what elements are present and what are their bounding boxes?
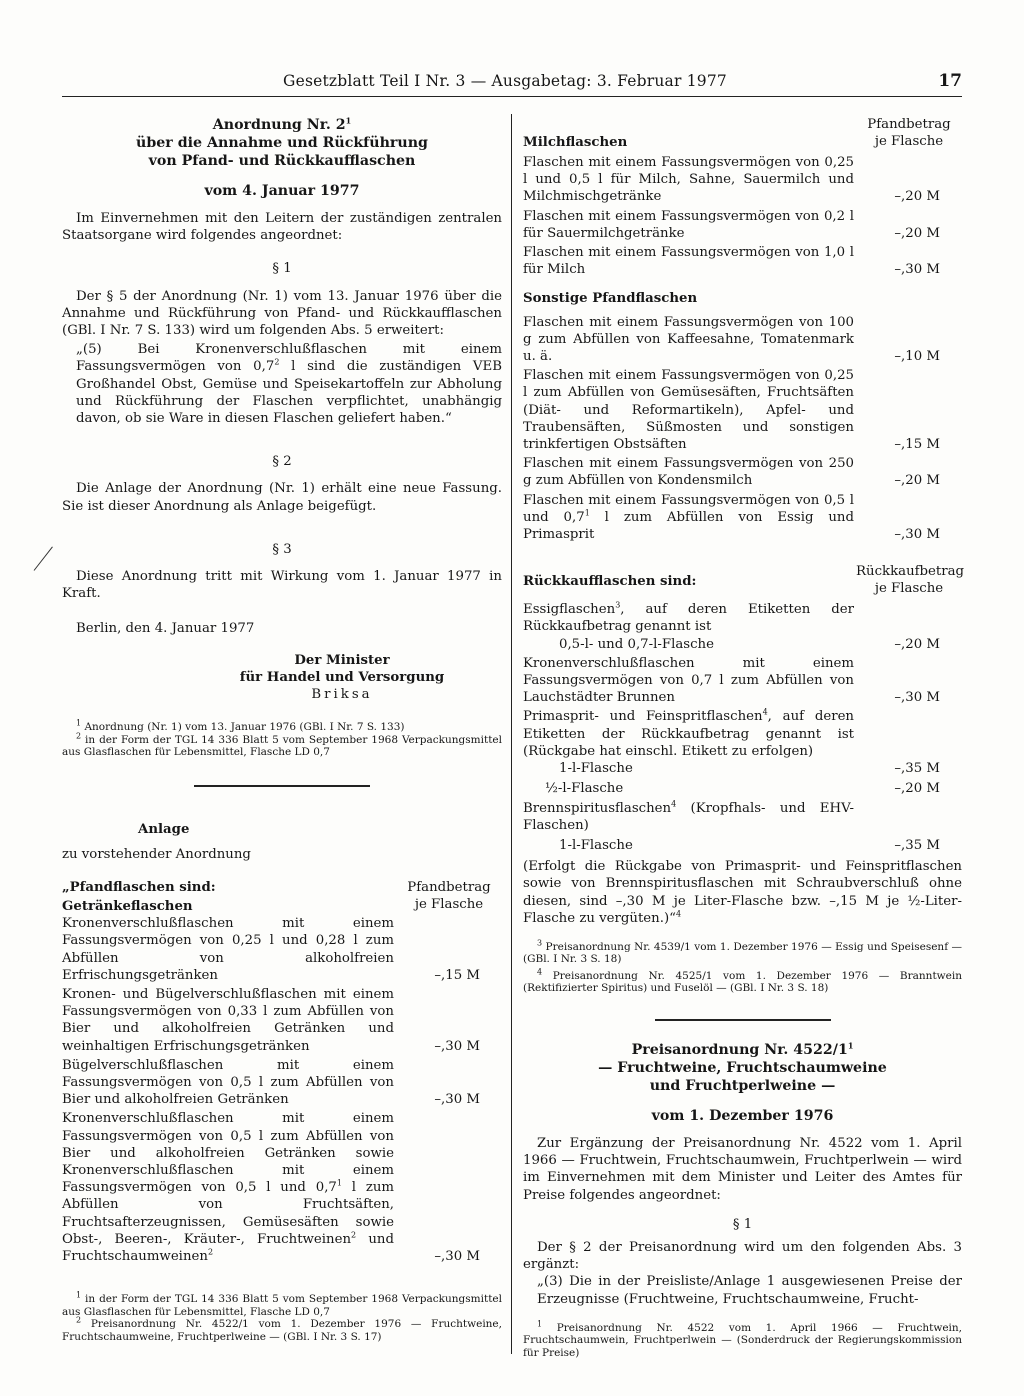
item-subtext: 0,5-l- und 0,7-l-Flasche — [559, 636, 714, 652]
gazette-header-title: Gesetzblatt Teil I Nr. 3 — Ausgabetag: 3. Februar 1977 — [283, 72, 727, 90]
item-price: –,30 M — [894, 690, 940, 706]
item-text-a: Flaschen mit einem Fassungsvermögen von 0,5 l und 0,7 — [523, 492, 854, 525]
table-row — [62, 1110, 502, 1265]
item-text-b: l zum Abfüllen von Essig und Primasprit — [523, 509, 854, 543]
section-1-quote-b: l sind die zuständigen VEB Großhandel Obst, Gemüse und Speisekartoffeln zur Abholung und Rückführung der Flaschen verpflichtet, unabhängig davon, ob sie Ware in diesen Flaschen geliefert haben.“ — [76, 359, 502, 427]
pfand-heading: „Pfandflaschen sind: — [62, 880, 216, 896]
item-text-b: , auf deren Etiketten der Rückkaufbetrag genannt ist (Rückgabe hat einschl. Etikett zu erfolgen) — [523, 709, 854, 759]
item-text: Kronen- und Bügelverschlußflaschen mit einem Fassungsvermögen von 0,33 l zum Abfüllen von Bier und alkoholfreien Getränken und weinhaltigen Erfrischungsgetränken — [62, 986, 394, 1054]
table-row — [62, 1057, 502, 1109]
footnote-num: 1 — [537, 1319, 543, 1329]
section-1-text: Der § 5 der Anordnung (Nr. 1) vom 13. Januar 1976 über die Annahme und Rückführung von Pfand- und Rückkaufflaschen (GBl. I Nr. 7 S. 133) wird um folgenden Abs. 5 erweitert: — [62, 288, 502, 339]
item-text-a: Kronenverschlußflaschen mit einem Fassungsvermögen von 0,5 l zum Abfüllen von Bier und alkoholfreien Getränken sowie Kronenverschlußflaschen mit einem Fassungsvermögen von 0,5 l und 0,7 — [62, 1111, 394, 1196]
price-header — [856, 563, 965, 597]
place-date: Berlin, den 4. Januar 1977 — [76, 621, 255, 637]
item-text-b: (Kropfhals- und EHV-Flaschen) — [523, 800, 854, 833]
table-row — [523, 636, 962, 653]
item-price: –,10 M — [894, 349, 940, 365]
section-2-heading: § 2 — [272, 454, 292, 470]
item-text: Kronenverschlußflaschen mit einem Fassungsvermögen von 0,7 l zum Abfüllen von Lauchstädter Brunnen — [523, 655, 854, 706]
item-subtext: 1-l-Flasche — [559, 837, 633, 853]
footnote-item — [62, 718, 502, 734]
table-row — [523, 455, 962, 489]
section-2-text: Die Anlage der Anordnung (Nr. 1) erhält eine neue Fassung. Sie ist dieser Anordnung als Anlage beigefügt. — [62, 481, 502, 514]
footnote-text: Preisanordnung Nr. 4522/1 vom 1. Dezember 1976 — Fruchtweine, Fruchtschaumweine, Fruchtperlweine — (GBl. I Nr. 3 S. 17) — [62, 1318, 502, 1343]
anordnung-intro: Im Einvernehmen mit den Leitern der zuständigen zentralen Staatsorgane wird folgendes angeordnet: — [62, 211, 502, 244]
item-subtext: ½-l-Flasche — [545, 781, 624, 797]
item-price: –,15 M — [434, 967, 480, 983]
milch-heading: Milchflaschen — [523, 135, 628, 150]
price-header — [856, 116, 962, 150]
footnote-num: 4 — [537, 967, 543, 977]
section-1-quote-a: „(5) Bei Kronenverschlußflaschen mit einem Fassungsvermögen von 0,7 — [76, 342, 502, 375]
price-header-line-1: Rückkaufbetrag — [856, 564, 965, 580]
item-price: –,35 M — [894, 837, 940, 853]
footnote-item — [62, 1290, 502, 1318]
preis-section-1-heading: § 1 — [732, 1216, 753, 1232]
item-price: –,20 M — [894, 473, 940, 489]
item-text: Flaschen mit einem Fassungsvermögen von 100 g zum Abfüllen von Kaffeesahne, Tomatenmark u. ä. — [523, 314, 854, 365]
column-divider — [511, 114, 512, 1354]
milch-table-header — [523, 116, 962, 154]
anlage-title: Anlage — [138, 821, 190, 837]
footnote-text: Anordnung (Nr. 1) vom 13. Januar 1976 (GBl. I Nr. 7 S. 133) — [84, 721, 405, 734]
item-text: Bügelverschlußflaschen mit einem Fassungsvermögen von 0,5 l zum Abfüllen von Bier und alkoholfreien Getränken — [62, 1057, 394, 1108]
item-price: –,20 M — [894, 189, 940, 205]
price-header-line-2: je Flasche — [874, 581, 944, 597]
price-header — [396, 879, 502, 913]
section-1-quote-sup: 2 — [274, 358, 280, 367]
table-row — [62, 986, 502, 1055]
signer-title-1: Der Minister — [294, 652, 390, 668]
rueckkauf-footnotes — [523, 938, 963, 995]
table-row — [523, 601, 962, 635]
preisanordnung-date: vom 1. Dezember 1976 — [651, 1107, 834, 1124]
item-price: –,20 M — [894, 225, 940, 241]
table-row — [523, 800, 962, 834]
item-price: –,30 M — [434, 1092, 480, 1108]
item-price: –,20 M — [894, 636, 940, 652]
preisanordnung-title-sup: 1 — [847, 1040, 854, 1051]
price-header-line-1: Pfandbetrag — [867, 117, 951, 132]
item-sup: 2 — [207, 1247, 214, 1257]
item-text: Flaschen mit einem Fassungsvermögen von 0,25 l und 0,5 l für Milch, Sahne, Sauermilch und Milchmischgetränke — [523, 155, 854, 205]
item-text: Flaschen mit einem Fassungsvermögen von 0,25 l zum Abfüllen von Gemüsesäften, Fruchtsäften (Diät- und Reformartikeln), Apfel- und Traubensäften, Süßmosten und sonstigen trinkfertigen Obstsäften — [523, 368, 854, 453]
getraenke-heading: Getränkeflaschen — [62, 899, 193, 915]
item-sup: 1 — [584, 508, 590, 518]
rueckkauf-table-header — [523, 563, 965, 601]
table-row — [523, 367, 962, 453]
anordnung-title-line-3: von Pfand- und Rückkaufflaschen — [148, 153, 416, 169]
rueckkauf-note-text: (Erfolgt die Rückgabe von Primasprit- und Feinspritflaschen sowie von Brennspiritusflaschen mit Schraubverschluß ohne diesen, sind –,30 M je Liter-Flasche bzw. –,15 M je ½-Liter-Flasche zu vergüten.)“ — [523, 859, 962, 926]
footnote-text: Preisanordnung Nr. 4522 vom 1. April 1966 — Fruchtwein, Fruchtschaumwein, Fruchtperlwein — (Sonderdruck der Regierungskommission für Preise) — [523, 1321, 962, 1359]
item-price: –,30 M — [894, 527, 940, 543]
footnote-num: 2 — [76, 731, 82, 741]
table-row — [523, 780, 962, 797]
anlage-subtitle: zu vorstehender Anordnung — [62, 846, 251, 862]
item-text: Flaschen mit einem Fassungsvermögen von 0,2 l für Sauermilchgetränke — [523, 208, 854, 241]
anordnung-title — [62, 116, 502, 170]
table-row — [523, 708, 962, 760]
table-row — [523, 244, 962, 278]
footnote-text: in der Form der TGL 14 336 Blatt 5 vom September 1968 Verpackungsmittel aus Glasflaschen für Lebensmittel, Flasche LD 0,7 — [62, 1293, 502, 1318]
preisanordnung-title-text: Preisanordnung Nr. 4522/1 — [631, 1041, 848, 1058]
header-rule — [62, 96, 962, 97]
table-row — [523, 837, 962, 854]
preisanordnung-footnote — [523, 1319, 962, 1360]
item-text-c: und Fruchtschaumweinen — [62, 1231, 394, 1265]
item-sup: 3 — [615, 600, 621, 610]
table-row — [523, 492, 962, 544]
footnote-num: 2 — [76, 1315, 82, 1325]
item-text: Kronenverschlußflaschen mit einem Fassungsvermögen von 0,25 l und 0,28 l zum Abfüllen von alkoholfreien Erfrischungsgetränken — [62, 916, 394, 983]
anordnung-title-line-2: über die Annahme und Rückführung — [136, 135, 428, 151]
item-price: –,30 M — [434, 1249, 480, 1265]
anordnung-title-sup: 1 — [345, 115, 352, 126]
preisanordnung-title-1 — [523, 1041, 962, 1059]
preis-section-1-quote: „(3) Die in der Preisliste/Anlage 1 ausgewiesenen Preise der Erzeugnisse (Fruchtweine, Fruchtschaumweine, Frucht- — [537, 1274, 962, 1307]
right-column — [523, 116, 965, 1359]
anordnung-footnotes — [62, 718, 502, 759]
pfand-table-header — [62, 879, 502, 915]
item-sup: 2 — [351, 1230, 357, 1240]
table-row — [523, 154, 962, 206]
sonstige-heading: Sonstige Pfandflaschen — [523, 291, 698, 307]
footnote-num: 3 — [537, 938, 543, 948]
page-header — [0, 72, 1024, 98]
item-text-a: Primasprit- und Feinspritflaschen — [523, 709, 763, 725]
item-price: –,30 M — [434, 1038, 480, 1054]
margin-mark — [34, 547, 53, 571]
price-header-line-2: je Flasche — [874, 134, 944, 150]
item-subtext: 1-l-Flasche — [559, 761, 633, 777]
footnote-text: Preisanordnung Nr. 4539/1 vom 1. Dezember 1976 — Essig und Speisesenf — (GBl. I Nr. 3 S. 18) — [523, 940, 963, 966]
table-row — [523, 314, 962, 366]
item-price: –,20 M — [894, 781, 940, 797]
separator-rule — [655, 1019, 831, 1021]
footnote-num: 1 — [76, 718, 82, 728]
item-price: –,30 M — [894, 262, 940, 278]
anordnung-date: vom 4. Januar 1977 — [204, 183, 360, 199]
preis-section-1-text: Der § 2 der Preisanordnung wird um den folgenden Abs. 3 ergänzt: — [523, 1239, 962, 1273]
item-price: –,35 M — [894, 761, 940, 777]
table-row — [523, 760, 962, 777]
preisanordnung-title-3: und Fruchtperlweine — — [649, 1077, 836, 1094]
price-header-line-2: je Flasche — [414, 897, 484, 913]
item-text: Flaschen mit einem Fassungsvermögen von 1,0 l für Milch — [523, 245, 854, 278]
rueckkauf-heading: Rückkaufflaschen sind: — [523, 574, 697, 590]
footnote-num: 1 — [76, 1290, 82, 1300]
item-text — [523, 800, 854, 834]
anlage-footnotes — [62, 1290, 502, 1343]
item-text — [523, 708, 854, 760]
left-column — [62, 116, 502, 1343]
item-text-a: Brennspiritusflaschen — [523, 800, 672, 816]
item-sup: 4 — [671, 799, 677, 809]
rueckkauf-note — [523, 858, 962, 927]
footnote-text: Preisanordnung Nr. 4525/1 vom 1. Dezember 1976 — Branntwein (Rektifizierter Spiritus) und Fuselöl — (GBl. I Nr. 3 S. 18) — [523, 969, 962, 995]
item-sup: 4 — [762, 708, 768, 718]
table-row — [523, 208, 962, 242]
footnote-item — [523, 967, 962, 995]
item-text — [62, 1110, 394, 1265]
item-text — [523, 601, 854, 635]
table-row — [62, 915, 502, 984]
separator-rule — [194, 785, 370, 787]
preisanordnung-title-2: — Fruchtweine, Fruchtschaumweine — [598, 1059, 887, 1076]
footnote-item — [62, 731, 502, 759]
item-sup: 1 — [336, 1178, 342, 1188]
footnote-item — [523, 938, 963, 966]
signer-name: Briksa — [311, 687, 373, 703]
section-1-heading: § 1 — [272, 261, 292, 277]
anordnung-title-line-1: Anordnung Nr. 2 — [212, 117, 346, 133]
table-row — [523, 655, 962, 707]
price-header-line-1: Pfandbetrag — [407, 880, 491, 896]
item-text — [523, 492, 854, 544]
rueckkauf-note-sup: 4 — [675, 909, 682, 919]
item-text-b: , auf deren Etiketten der Rückkaufbetrag genannt ist — [523, 602, 854, 635]
footnote-text: in der Form der TGL 14 336 Blatt 5 vom September 1968 Verpackungsmittel aus Glasflaschen für Lebensmittel, Flasche LD 0,7 — [62, 733, 502, 759]
section-3-heading: § 3 — [272, 541, 292, 557]
section-3-text: Diese Anordnung tritt mit Wirkung vom 1. Januar 1977 in Kraft. — [62, 569, 502, 602]
item-price: –,15 M — [894, 437, 940, 453]
signer-title-2: für Handel und Versorgung — [239, 669, 445, 685]
page-number: 17 — [938, 71, 962, 91]
item-text-b: l zum Abfüllen von Fruchtsäften, Fruchtsafterzeugnissen, Gemüsesäften sowie Obst-, Beeren-, Kräuter-, Fruchtweinen — [62, 1180, 394, 1247]
footnote-item — [62, 1315, 502, 1343]
item-text-a: Essigflaschen — [523, 602, 616, 618]
preisanordnung-intro: Zur Ergänzung der Preisanordnung Nr. 4522 vom 1. April 1966 — Fruchtwein, Fruchtschaumwein, Fruchtperlwein — wird im Einvernehmen mit dem Minister und Leiter des Amtes für Preise folgendes angeordnet: — [523, 1135, 962, 1203]
item-text: Flaschen mit einem Fassungsvermögen von 250 g zum Abfüllen von Kondensmilch — [523, 456, 854, 489]
section-1-quote — [76, 341, 502, 427]
